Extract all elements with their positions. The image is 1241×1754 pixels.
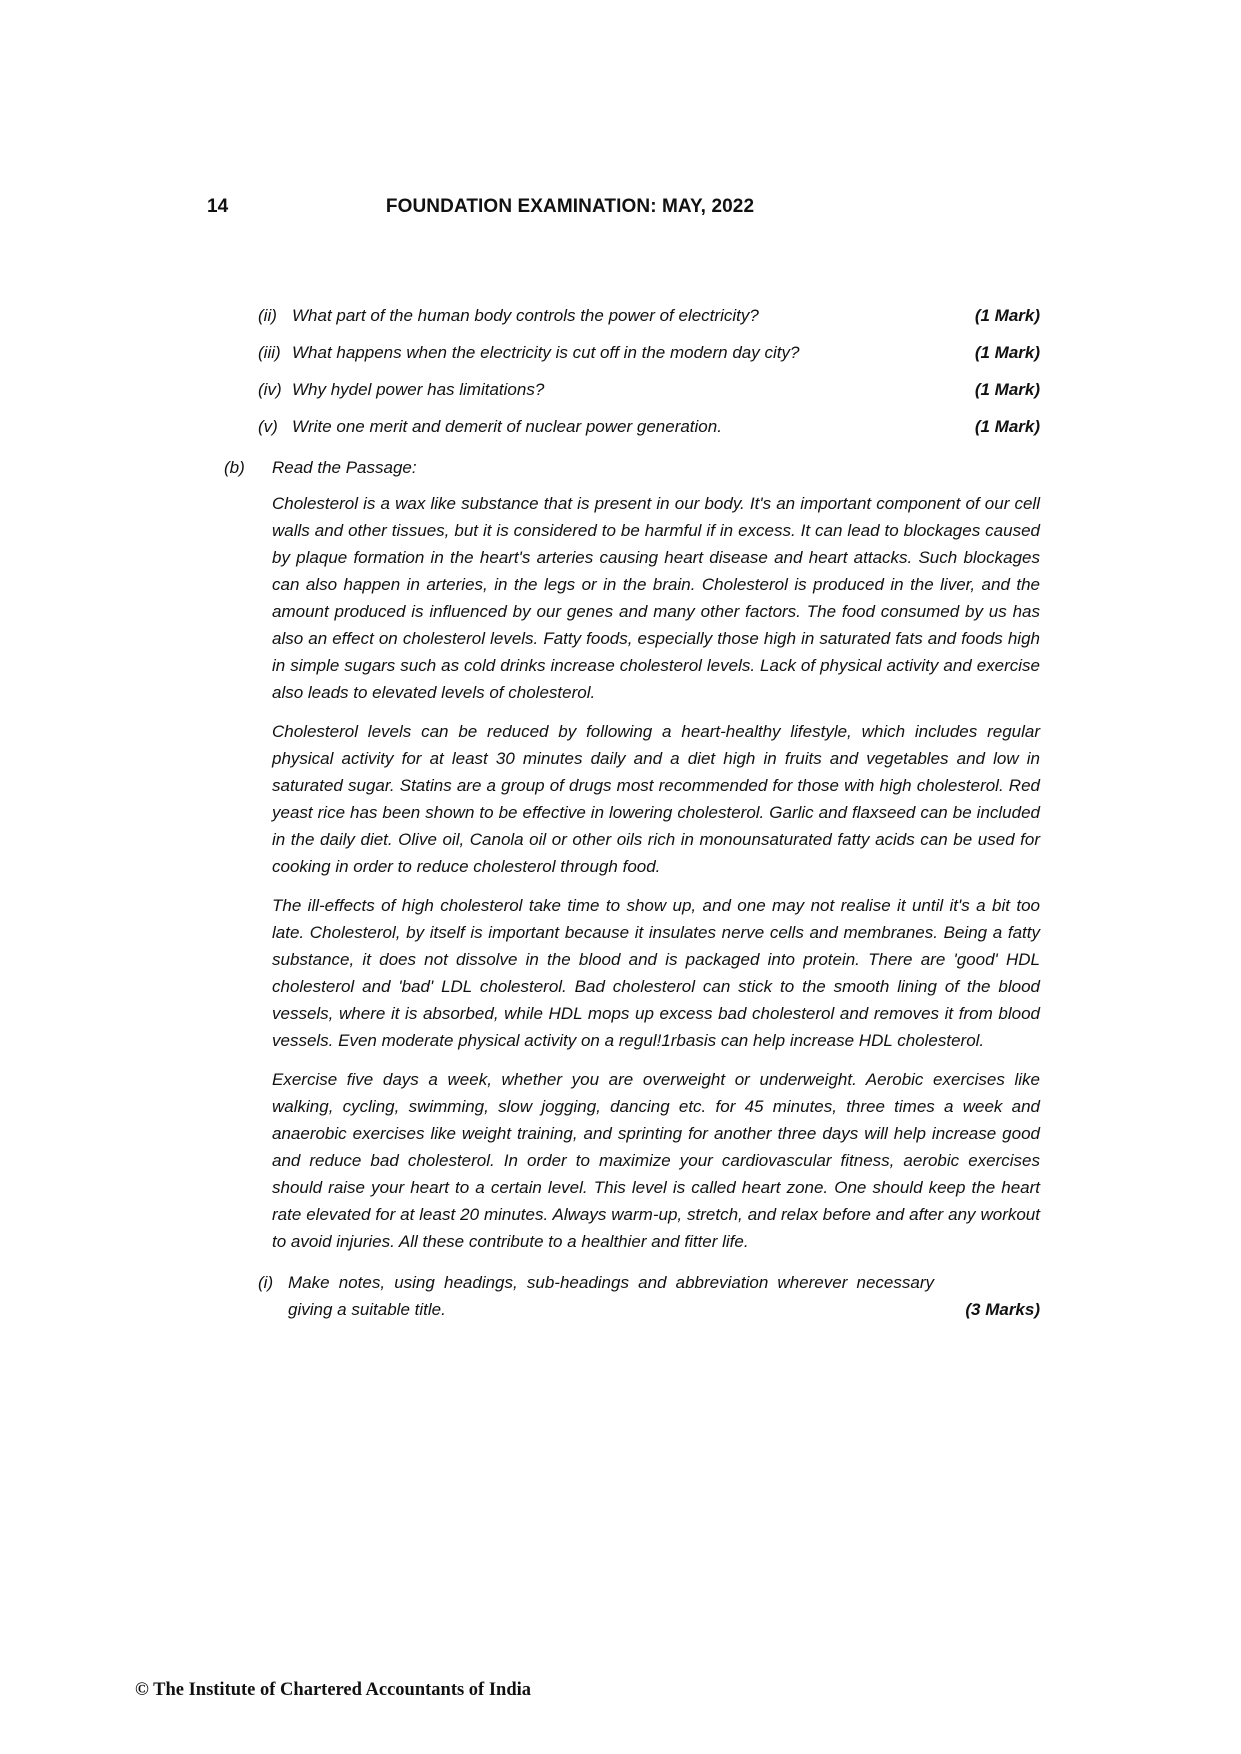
question-item-iii xyxy=(258,342,1040,363)
passage-paragraph-1: Cholesterol is a wax like substance that is present in our body. It's an important component of our cell walls and other tissues, but it is considered to be harmful if in excess. It can lead to blockages caused by plaque formation in the heart's arteries causing heart disease and heart attacks. Such blockages can also happen in arteries, in the legs or in the brain. Cholesterol is produced in the liver, and the amount produced is influenced by our genes and many other factors. The food consumed by us has also an effect on cholesterol levels. Fatty foods, especially those high in saturated fats and foods high in simple sugars such as cold drinks increase cholesterol levels. Lack of physical activity and exercise also leads to elevated levels of cholesterol. xyxy=(272,494,1040,702)
page-title: FOUNDATION EXAMINATION: MAY, 2022 xyxy=(385,196,755,217)
subquestion-label: (i) xyxy=(258,1273,274,1292)
question-label: (ii) xyxy=(258,306,277,325)
passage xyxy=(224,490,1040,1255)
question-item-v xyxy=(258,416,1040,437)
question-marks: (1 Mark) xyxy=(974,417,1040,436)
page-number: 14 xyxy=(207,196,229,217)
section-b-label: (b) xyxy=(224,458,245,477)
passage-paragraph-4: Exercise five days a week, whether you are overweight or underweight. Aerobic exercises like walking, cycling, swimming, slow jogging, dancing etc. for 45 minutes, three times a week and anaerobic exercises like weight training, and sprinting for another three days will help increase good and reduce bad cholesterol. In order to maximize your cardiovascular fitness, aerobic exercises should raise your heart to a certain level. This level is called heart zone. One should keep the heart rate elevated for at least 20 minutes. Always warm-up, stretch, and relax before and after any workout to avoid injuries. All these contribute to a healthier and fitter life. xyxy=(272,1070,1040,1251)
subquestion-marks: (3 Marks) xyxy=(965,1300,1040,1319)
section-b-heading-row xyxy=(224,457,1040,478)
question-marks: (1 Mark) xyxy=(974,343,1040,362)
question-item-ii xyxy=(258,305,1040,326)
question-label: (iv) xyxy=(258,380,282,399)
question-list xyxy=(258,305,1040,453)
question-text: What happens when the electricity is cut off in the modern day city? xyxy=(292,343,800,362)
section-b xyxy=(224,457,1040,1323)
page-header xyxy=(200,196,940,222)
subquestion-i xyxy=(258,1269,1040,1323)
section-b-heading: Read the Passage: xyxy=(272,458,417,477)
question-marks: (1 Mark) xyxy=(974,380,1040,399)
question-text: What part of the human body controls the power of electricity? xyxy=(292,306,759,325)
question-label: (iii) xyxy=(258,343,281,362)
subquestion-text: Make notes, using headings, sub-headings and abbreviation wherever necessary giving a suitable title. xyxy=(288,1273,934,1319)
question-text: Why hydel power has limitations? xyxy=(292,380,545,399)
question-item-iv xyxy=(258,379,1040,400)
question-text: Write one merit and demerit of nuclear power generation. xyxy=(292,417,722,436)
passage-paragraph-2: Cholesterol levels can be reduced by following a heart-healthy lifestyle, which includes regular physical activity for at least 30 minutes daily and a diet high in fruits and vegetables and low in saturated sugar. Statins are a group of drugs most recommended for those with high cholesterol. Red yeast rice has been shown to be effective in lowering cholesterol. Garlic and flaxseed can be included in the daily diet. Olive oil, Canola oil or other oils rich in monounsaturated fatty acids can be used for cooking in order to reduce cholesterol through food. xyxy=(272,722,1040,876)
passage-paragraph-3: The ill-effects of high cholesterol take time to show up, and one may not realise it until it's a bit too late. Cholesterol, by itself is important because it insulates nerve cells and membranes. Being a fatty substance, it does not dissolve in the blood and is packaged into protein. There are 'good' HDL cholesterol and 'bad' LDL cholesterol. Bad cholesterol can stick to the smooth lining of the blood vessels, where it is absorbed, while HDL mops up excess bad cholesterol and removes it from blood vessels. Even moderate physical activity on a regul!1rbasis can help increase HDL cholesterol. xyxy=(272,896,1040,1050)
question-marks: (1 Mark) xyxy=(974,306,1040,325)
copyright-footer: © The Institute of Chartered Accountants of India xyxy=(135,1680,532,1700)
question-label: (v) xyxy=(258,417,278,436)
